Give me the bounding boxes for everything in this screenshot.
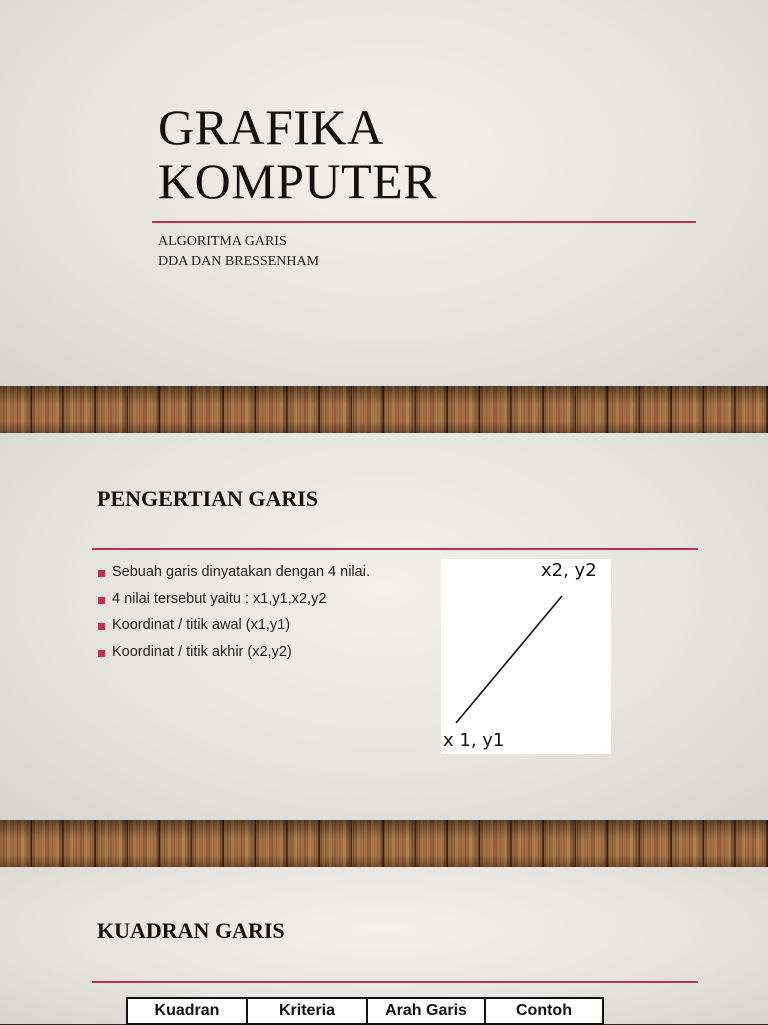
column-header-kuadran: Kuadran (127, 998, 247, 1024)
bullet-square-icon (98, 597, 105, 604)
column-header-contoh: Contoh (485, 998, 603, 1024)
list-item (98, 617, 370, 644)
slide-heading: KUADRAN GARIS (97, 918, 285, 943)
bullet-square-icon (98, 650, 105, 657)
line-segment (456, 596, 562, 723)
title-line-1: GRAFIKA (158, 99, 384, 155)
slide-heading: PENGERTIAN GARIS (97, 486, 319, 511)
bullet-text: Koordinat / titik awal (x1,y1) (112, 617, 291, 633)
column-header-arah-garis: Arah Garis (367, 998, 485, 1024)
wood-floor-strip (0, 386, 768, 433)
bullet-square-icon (98, 570, 105, 577)
bullet-text: 4 nilai tersebut yaitu : x1,y1,x2,y2 (112, 590, 327, 607)
subtitle-line-1: ALGORITMA GARIS (158, 234, 287, 249)
bullet-text: Koordinat / titik akhir (x2,y2) (112, 643, 292, 660)
heading-divider (92, 981, 698, 983)
bullet-square-icon (98, 623, 105, 630)
line-diagram-svg (441, 559, 611, 754)
start-point-label: x 1, y1 (443, 730, 505, 751)
presentation-subtitle (158, 232, 319, 272)
kuadran-table (126, 997, 604, 1025)
title-divider (152, 221, 696, 223)
table-header-row (127, 998, 603, 1024)
end-point-label: x2, y2 (541, 560, 597, 581)
slide-title (0, 0, 768, 386)
presentation-title (158, 100, 437, 208)
list-item (98, 564, 370, 591)
subtitle-line-2: DDA DAN BRESSENHAM (158, 254, 320, 269)
heading-divider (92, 548, 698, 550)
list-item (98, 644, 370, 671)
bullet-text: Sebuah garis dinyatakan dengan 4 nilai. (112, 564, 370, 580)
line-diagram (441, 559, 611, 754)
list-item (98, 591, 370, 618)
title-line-2: KOMPUTER (158, 153, 438, 209)
bullet-list (98, 564, 370, 670)
wood-floor-strip (0, 820, 768, 867)
column-header-kriteria: Kriteria (247, 998, 367, 1024)
